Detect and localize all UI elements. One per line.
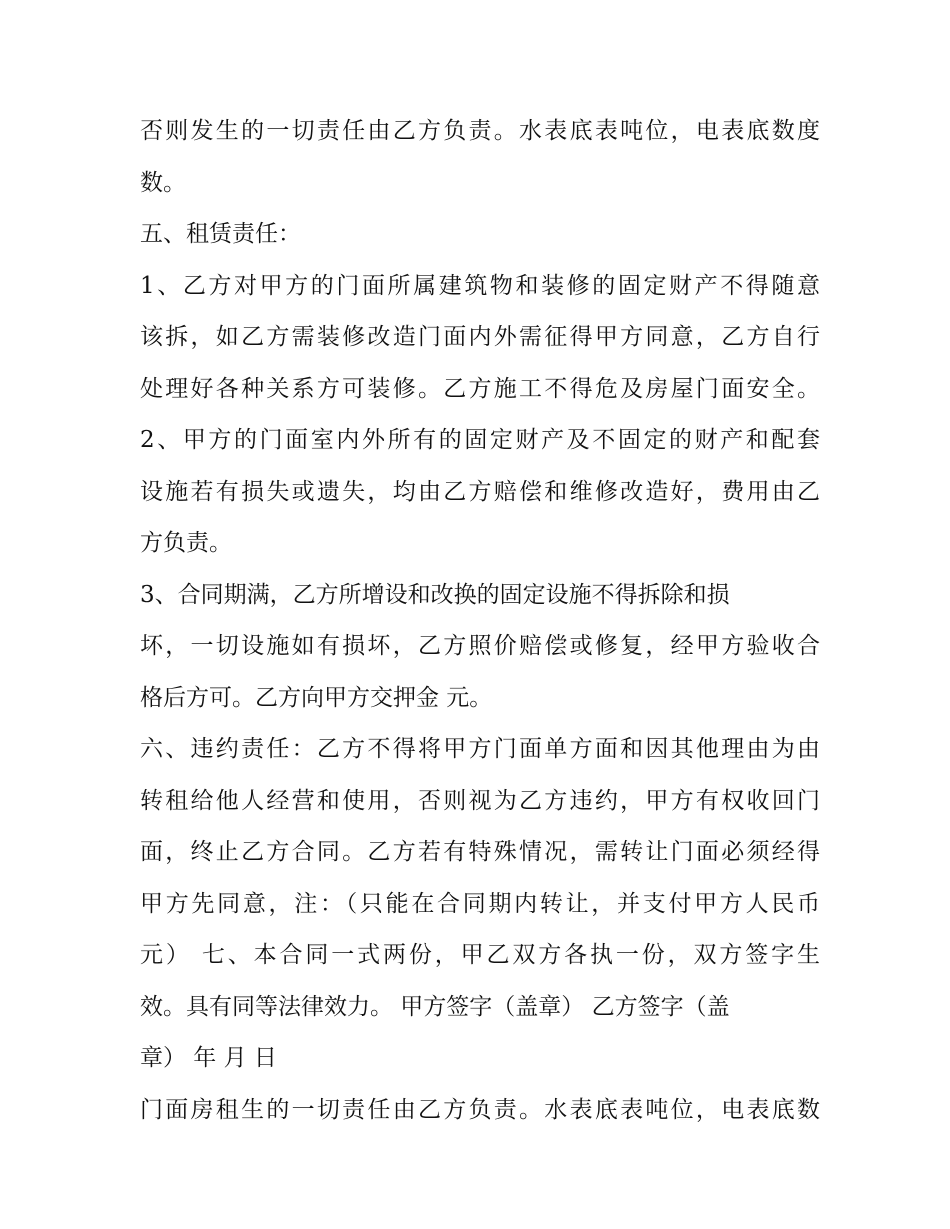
text-line: 转租给他人经营和使用，否则视为乙方违约，甲方有权收回门 bbox=[140, 787, 820, 814]
text-line: 处理好各种关系方可装修。乙方施工不得危及房屋门面安全。 bbox=[140, 375, 820, 402]
text-line: 3、合同期满，乙方所增设和改换的固定设施不得拆除和损 bbox=[140, 581, 730, 608]
text-line: 1、乙方对甲方的门面所属建筑物和装修的固定财产不得随意 bbox=[140, 272, 820, 299]
text-line: 甲方先同意，注：（只能在合同期内转让，并支付甲方人民币 bbox=[140, 890, 820, 917]
text-line: 坏，一切设施如有损坏，乙方照价赔偿或修复，经甲方验收合 bbox=[140, 633, 820, 659]
text-line: 设施若有损失或遗失，均由乙方赔偿和维修改造好，费用由乙 bbox=[140, 478, 820, 505]
text-line: 该拆，如乙方需装修改造门面内外需征得甲方同意，乙方自行 bbox=[140, 324, 820, 350]
date-line: 章） 年 月 日 bbox=[140, 1045, 277, 1071]
text-line: 2、甲方的门面室内外所有的固定财产及不固定的财产和配套 bbox=[140, 427, 820, 453]
contract-text bbox=[140, 106, 820, 1136]
text-line: 元） 七、本合同一式两份，甲乙双方各执一份，双方签字生 bbox=[140, 942, 820, 968]
text-line: 面，终止乙方合同。乙方若有特殊情况，需转让门面必须经得 bbox=[140, 839, 820, 865]
text-line: 否则发生的一切责任由乙方负责。水表底表吨位，电表底数度 bbox=[140, 118, 820, 144]
text-line: 方负责。 bbox=[140, 530, 232, 556]
section-heading: 六、违约责任：乙方不得将甲方门面单方面和因其他理由为由 bbox=[140, 736, 820, 762]
text-line: 效。具有同等法律效力。 甲方签字（盖章） 乙方签字（盖 bbox=[140, 993, 730, 1020]
text-line: 数。 bbox=[140, 169, 186, 196]
text-line: 门面房租生的一切责任由乙方负责。水表底表吨位，电表底数 bbox=[140, 1096, 820, 1123]
section-heading: 五、租赁责任： bbox=[140, 221, 301, 247]
text-line: 格后方可。乙方向甲方交押金 元。 bbox=[140, 684, 493, 711]
